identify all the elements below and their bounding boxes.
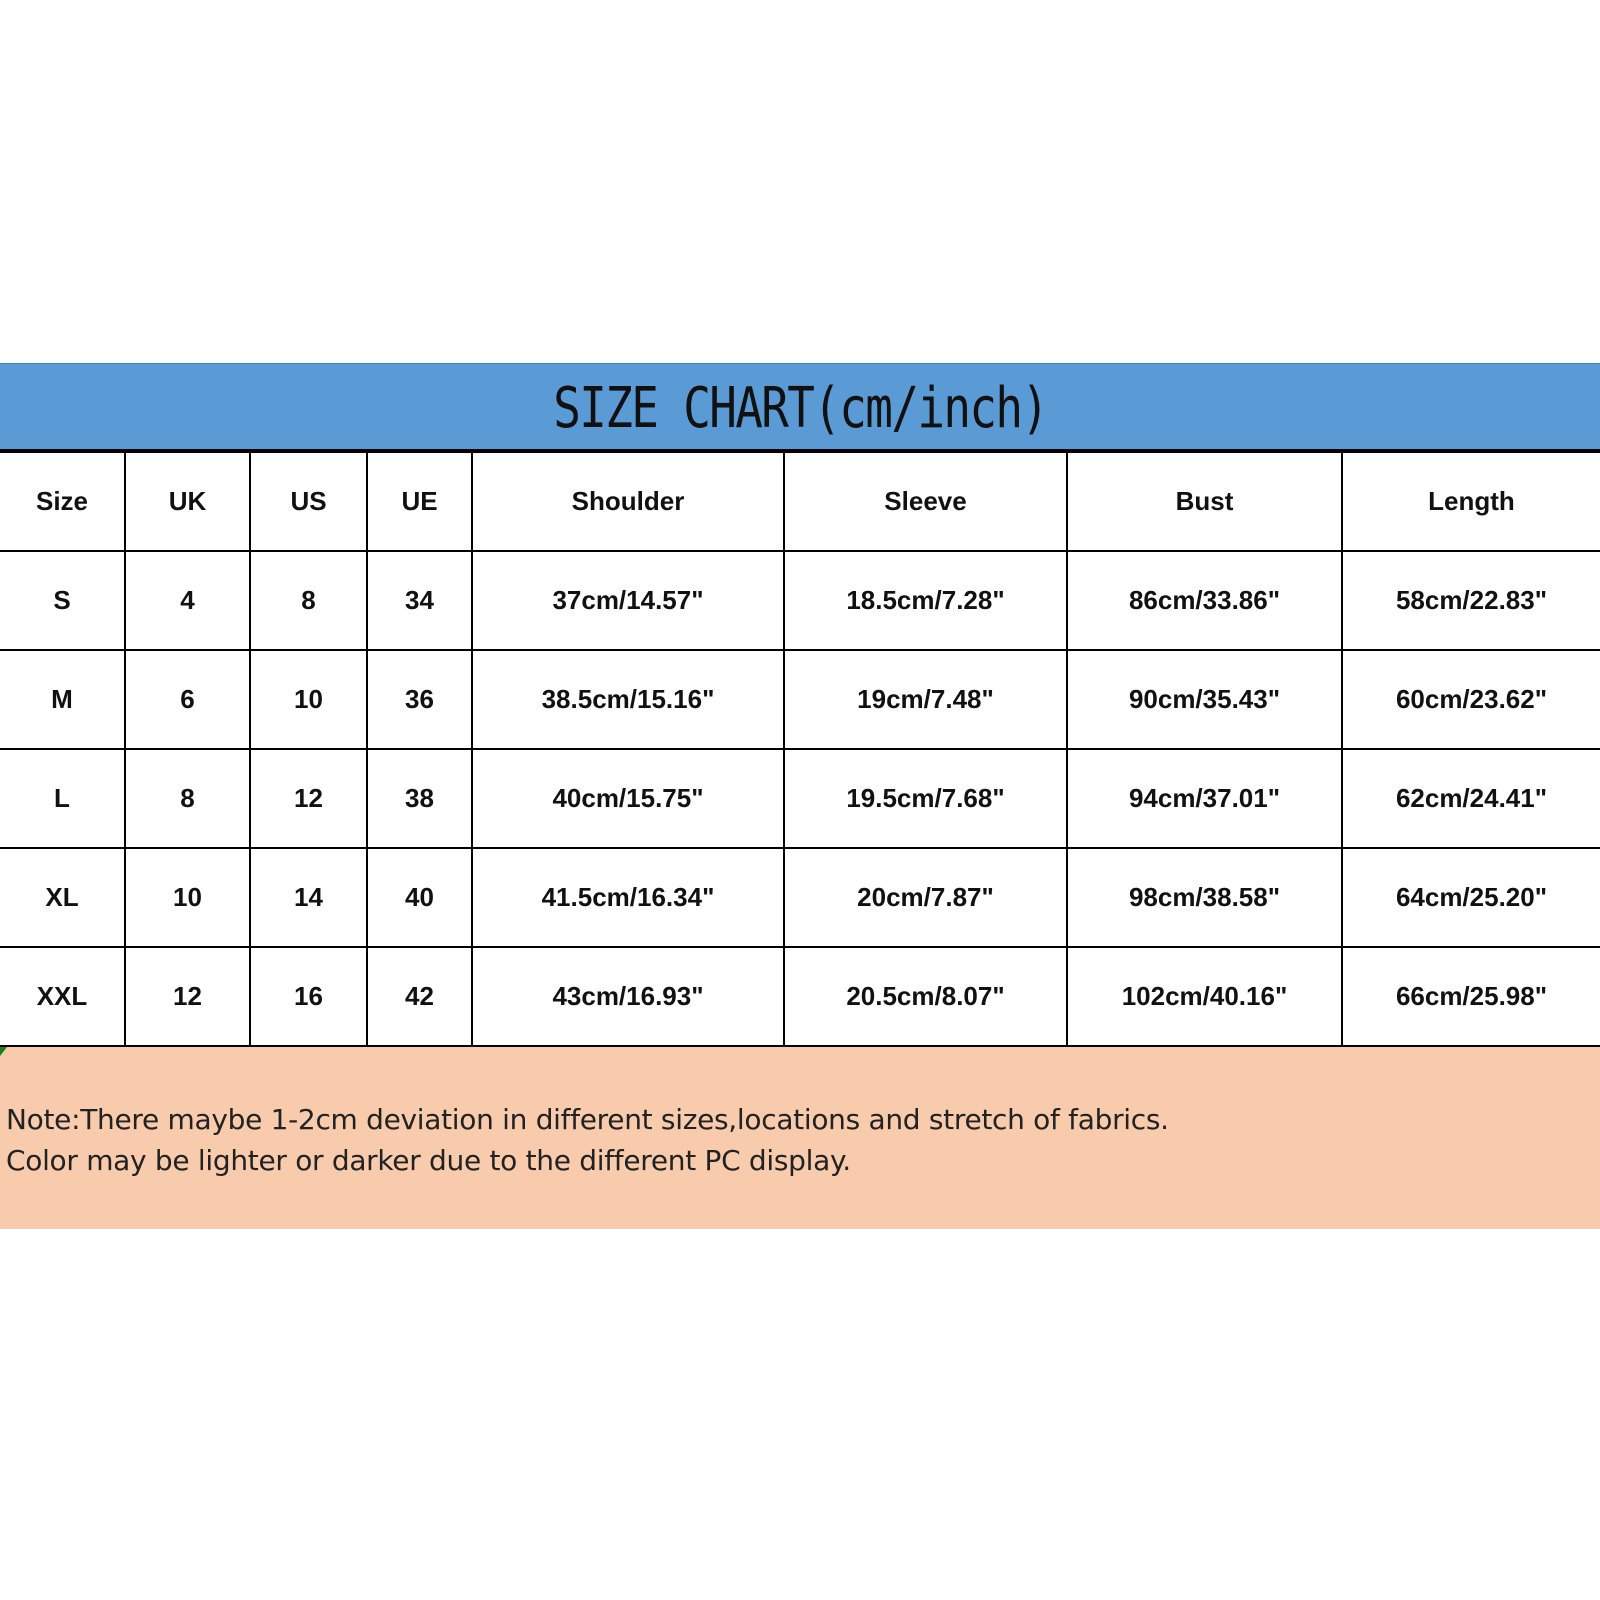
cell-shoulder: 41.5cm/16.34" [472,848,784,947]
table-row [0,551,1600,650]
cell-uk: 4 [125,551,250,650]
cell-length: 60cm/23.62" [1342,650,1600,749]
note-box [0,1047,1600,1229]
cell-us: 16 [250,947,367,1046]
chart-title: SIZE CHART(cm/inch) [552,376,1048,441]
header-us: US [250,452,367,551]
note-color: Color may be lighter or darker due to the different PC display. [6,1144,851,1177]
header-length: Length [1342,452,1600,551]
cell-uk: 12 [125,947,250,1046]
cell-bust: 98cm/38.58" [1067,848,1342,947]
cell-size: M [0,650,125,749]
cell-sleeve: 20cm/7.87" [784,848,1067,947]
cell-size: L [0,749,125,848]
cell-shoulder: 37cm/14.57" [472,551,784,650]
cell-corner-marker [0,1047,7,1056]
cell-ue: 34 [367,551,472,650]
cell-us: 12 [250,749,367,848]
cell-sleeve: 19cm/7.48" [784,650,1067,749]
cell-ue: 42 [367,947,472,1046]
cell-uk: 10 [125,848,250,947]
cell-ue: 36 [367,650,472,749]
cell-sleeve: 18.5cm/7.28" [784,551,1067,650]
title-bar [0,363,1600,451]
header-shoulder: Shoulder [472,452,784,551]
cell-size: XXL [0,947,125,1046]
cell-sleeve: 19.5cm/7.68" [784,749,1067,848]
cell-size: S [0,551,125,650]
cell-length: 66cm/25.98" [1342,947,1600,1046]
size-table [0,451,1600,1047]
header-ue: UE [367,452,472,551]
cell-us: 8 [250,551,367,650]
cell-us: 10 [250,650,367,749]
cell-ue: 38 [367,749,472,848]
cell-us: 14 [250,848,367,947]
cell-shoulder: 43cm/16.93" [472,947,784,1046]
table-row [0,749,1600,848]
header-size: Size [0,452,125,551]
cell-length: 64cm/25.20" [1342,848,1600,947]
size-chart [0,363,1600,1229]
cell-shoulder: 40cm/15.75" [472,749,784,848]
cell-bust: 94cm/37.01" [1067,749,1342,848]
cell-uk: 6 [125,650,250,749]
table-row [0,650,1600,749]
header-sleeve: Sleeve [784,452,1067,551]
cell-shoulder: 38.5cm/15.16" [472,650,784,749]
table-row [0,947,1600,1046]
note-deviation: Note:There maybe 1-2cm deviation in different sizes,locations and stretch of fabrics. [6,1103,1169,1136]
table-row [0,848,1600,947]
cell-sleeve: 20.5cm/8.07" [784,947,1067,1046]
cell-length: 62cm/24.41" [1342,749,1600,848]
cell-uk: 8 [125,749,250,848]
cell-bust: 102cm/40.16" [1067,947,1342,1046]
cell-bust: 90cm/35.43" [1067,650,1342,749]
header-uk: UK [125,452,250,551]
header-row [0,452,1600,551]
cell-size: XL [0,848,125,947]
cell-length: 58cm/22.83" [1342,551,1600,650]
header-bust: Bust [1067,452,1342,551]
cell-ue: 40 [367,848,472,947]
cell-bust: 86cm/33.86" [1067,551,1342,650]
